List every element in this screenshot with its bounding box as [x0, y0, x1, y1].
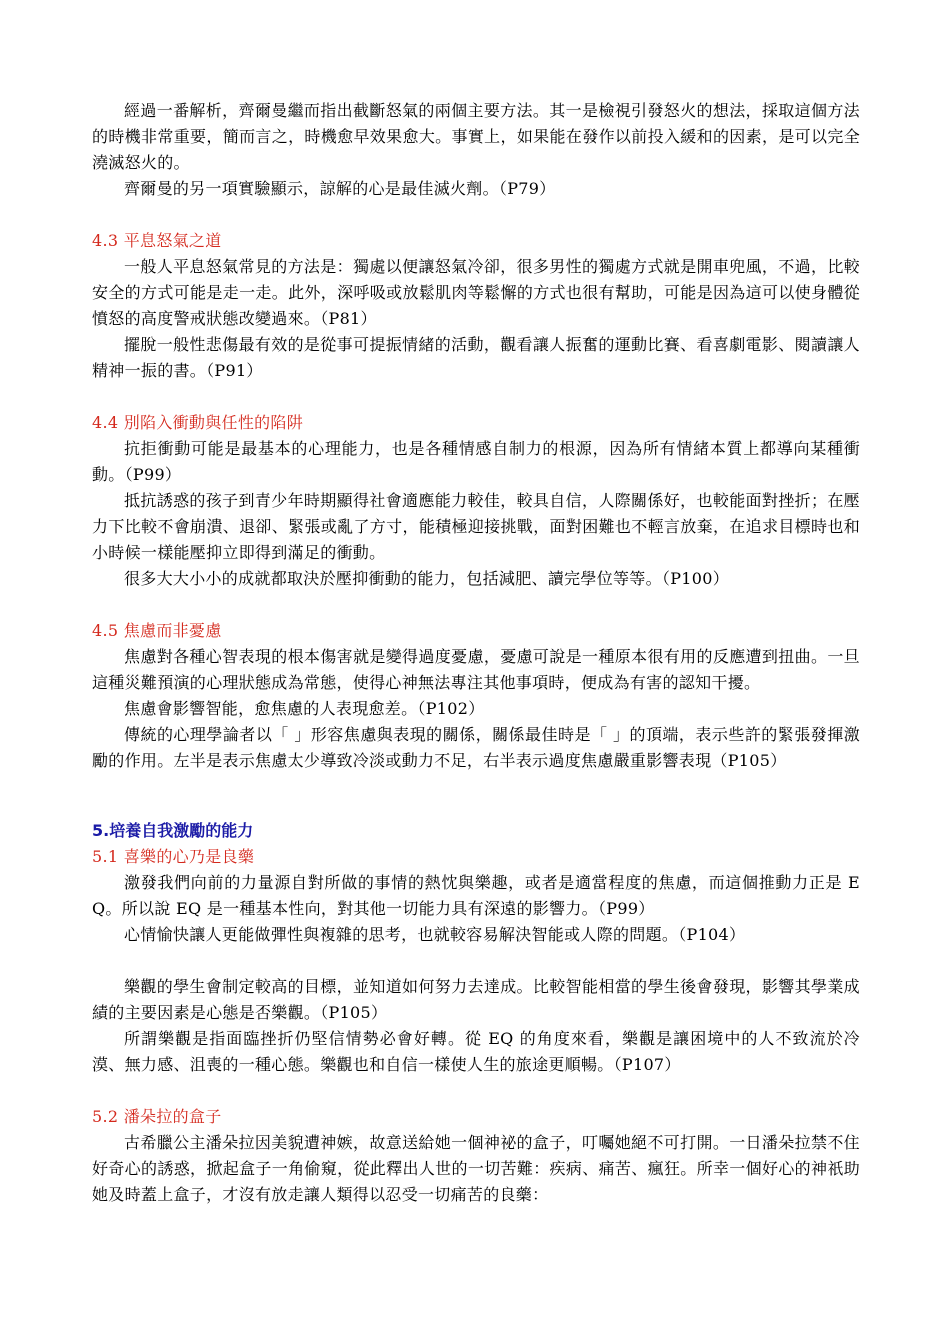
- intro-paragraph-2: 齊爾曼的另一項實驗顯示，諒解的心是最佳滅火劑。（P79）: [124, 179, 556, 198]
- s4-4-paragraph-3: 很多大大小小的成就都取決於壓抑衝動的能力，包括減肥、讀完學位等等。（P100）: [124, 569, 730, 588]
- s5-1-paragraph-4: 所謂樂觀是指面臨挫折仍堅信情勢必會好轉。從 EQ 的角度來看，樂觀是讓困境中的人不致流於冷漠、無力感、沮喪的一種心態。樂觀也和自信一樣使人生的旅途更順暢。（P107）: [92, 1029, 860, 1074]
- spacer: [92, 202, 860, 228]
- heading-5: 5.培養自我激勵的能力: [92, 821, 254, 840]
- spacer: [92, 592, 860, 618]
- s4-5-paragraph-3: 傳統的心理學論者以「 」形容焦慮與表現的關係，關係最佳時是「 」的頂端，表示些許的緊張發揮激勵的作用。左半是表示焦慮太少導致冷淡或動力不足，右半表示過度焦慮嚴重影響表現（P105）: [92, 725, 860, 770]
- s4-5-paragraph-2: 焦慮會影響智能，愈焦慮的人表現愈差。（P102）: [124, 699, 485, 718]
- s5-1-paragraph-1: 激發我們向前的力量源自對所做的事情的熱忱與樂趣，或者是適當程度的焦慮，而這個推動力正是 EQ。所以說 EQ 是一種基本性向，對其他一切能力具有深遠的影響力。（P99）: [92, 873, 860, 918]
- spacer: [92, 774, 860, 818]
- heading-5-2: 5.2 潘朵拉的盒子: [92, 1107, 222, 1126]
- spacer: [92, 1078, 860, 1104]
- heading-5-1: 5.1 喜樂的心乃是良藥: [92, 847, 255, 866]
- s4-4-paragraph-1: 抗拒衝動可能是最基本的心理能力，也是各種情感自制力的根源，因為所有情緒本質上都導向某種衝動。（P99）: [92, 439, 860, 484]
- s4-5-paragraph-1: 焦慮對各種心智表現的根本傷害就是變得過度憂慮，憂慮可說是一種原本很有用的反應遭到扭曲。一旦這種災難預演的心理狀態成為常態，使得心神無法專注其他事項時，便成為有害的認知干擾。: [92, 647, 860, 692]
- s4-4-paragraph-2: 抵抗誘惑的孩子到青少年時期顯得社會適應能力較佳，較具自信，人際關係好，也較能面對挫折；在壓力下比較不會崩潰、退卻、緊張或亂了方寸，能積極迎接挑戰，面對困難也不輕言放棄，在追求目標時也和小時候一樣能壓抑立即得到滿足的衝動。: [92, 491, 860, 562]
- s5-1-paragraph-3: 樂觀的學生會制定較高的目標，並知道如何努力去達成。比較智能相當的學生後會發現，影響其學業成績的主要因素是心態是否樂觀。（P105）: [92, 977, 860, 1022]
- heading-4-3: 4.3 平息怒氣之道: [92, 231, 222, 250]
- spacer: [92, 948, 860, 974]
- heading-4-5: 4.5 焦慮而非憂慮: [92, 621, 222, 640]
- heading-4-4: 4.4 別陷入衝動與任性的陷阱: [92, 413, 304, 432]
- s5-1-paragraph-2: 心情愉快讓人更能做彈性與複雜的思考，也就較容易解決智能或人際的問題。（P104）: [124, 925, 746, 944]
- intro-paragraph-1: 經過一番解析，齊爾曼繼而指出截斷怒氣的兩個主要方法。其一是檢視引發怒火的想法，採取這個方法的時機非常重要，簡而言之，時機愈早效果愈大。事實上，如果能在發作以前投入緩和的因素，是可以完全澆滅怒火的。: [92, 101, 860, 172]
- s4-3-paragraph-2: 擺脫一般性悲傷最有效的是從事可提振情緒的活動，觀看讓人振奮的運動比賽、看喜劇電影、閱讀讓人精神一振的書。（P91）: [92, 335, 860, 380]
- s4-3-paragraph-1: 一般人平息怒氣常見的方法是：獨處以便讓怒氣冷卻，很多男性的獨處方式就是開車兜風，不過，比較安全的方式可能是走一走。此外，深呼吸或放鬆肌肉等鬆懈的方式也很有幫助，可能是因為這可以使身體從憤怒的高度警戒狀態改變過來。（P81）: [92, 257, 860, 328]
- spacer: [92, 384, 860, 410]
- s5-2-paragraph-1: 古希臘公主潘朵拉因美貌遭神嫉，故意送給她一個神祕的盒子，叮囑她絕不可打開。一日潘朵拉禁不住好奇心的誘惑，掀起盒子一角偷窺，從此釋出人世的一切苦難：疾病、痛苦、瘋狂。所幸一個好心的神祇助她及時蓋上盒子，才沒有放走讓人類得以忍受一切痛苦的良藥：: [92, 1133, 860, 1204]
